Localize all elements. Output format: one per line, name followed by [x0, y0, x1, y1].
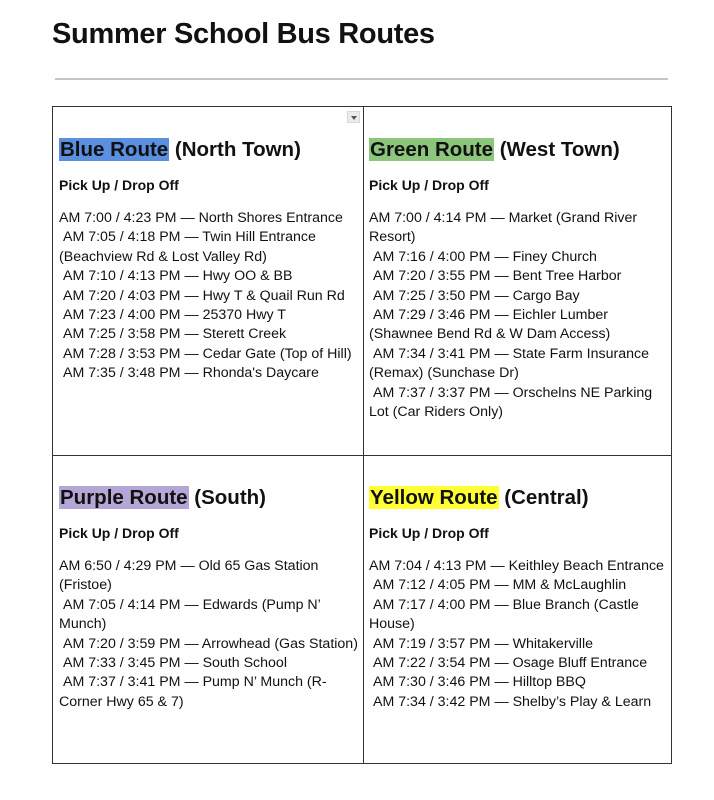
table-divider-horizontal — [53, 455, 671, 456]
stop-item: AM 7:37 / 3:41 PM — Pump N’ Munch (R-Corner Hwy 65 & 7) — [59, 674, 327, 710]
page-title: Summer School Bus Routes — [52, 18, 435, 50]
route-subtitle: Pick Up / Drop Off — [369, 525, 489, 541]
table-menu-dropdown-icon[interactable] — [347, 111, 360, 123]
route-name-highlight: Green Route — [370, 138, 494, 161]
table-divider-vertical — [363, 107, 364, 763]
route-area: (South) — [188, 486, 266, 509]
stop-item: AM 7:12 / 4:05 PM — MM & McLaughlin — [373, 577, 627, 594]
route-subtitle: Pick Up / Drop Off — [59, 525, 179, 541]
route-title — [369, 137, 669, 163]
stop-item: AM 7:33 / 3:45 PM — South School — [63, 655, 287, 672]
route-subtitle: Pick Up / Drop Off — [59, 177, 179, 193]
stop-item: AM 7:05 / 4:18 PM — Twin Hill Entrance (Beachview Rd & Lost Valley Rd) — [59, 229, 316, 265]
stop-item: AM 7:35 / 3:48 PM — Rhonda's Daycare — [63, 365, 319, 382]
route-cell-blue — [59, 137, 359, 384]
stop-item: AM 7:00 / 4:14 PM — Market (Grand River Resort) — [369, 210, 638, 246]
route-cell-purple — [59, 485, 359, 712]
stop-item: AM 7:22 / 3:54 PM — Osage Bluff Entrance — [373, 655, 648, 672]
stop-item: AM 7:34 / 3:42 PM — Shelby’s Play & Learn — [373, 693, 652, 710]
route-area: (West Town) — [494, 138, 620, 161]
route-area: (North Town) — [169, 138, 301, 161]
stop-item: AM 7:20 / 3:59 PM — Arrowhead (Gas Station) — [63, 635, 358, 652]
route-title — [369, 485, 669, 511]
stop-item: AM 7:25 / 3:58 PM — Sterett Creek — [63, 326, 287, 343]
horizontal-rule — [55, 78, 668, 80]
stop-item: AM 7:34 / 3:41 PM — State Farm Insurance (Remax) (Sunchase Dr) — [369, 345, 649, 382]
route-area: (Central) — [498, 486, 589, 509]
route-cell-green — [369, 137, 669, 422]
stop-item: AM 7:00 / 4:23 PM — North Shores Entrance — [59, 210, 343, 226]
stop-list — [59, 557, 359, 712]
stop-item: AM 7:28 / 3:53 PM — Cedar Gate (Top of Hill) — [63, 345, 352, 362]
stop-item: AM 7:16 / 4:00 PM — Finey Church — [373, 248, 597, 265]
stop-item: AM 7:20 / 3:55 PM — Bent Tree Harbor — [373, 268, 622, 285]
stop-item: AM 7:30 / 3:46 PM — Hilltop BBQ — [373, 674, 586, 691]
stop-item: AM 7:17 / 4:00 PM — Blue Branch (Castle House) — [369, 596, 639, 633]
stop-item: AM 7:29 / 3:46 PM — Eichler Lumber (Shawnee Bend Rd & W Dam Access) — [369, 307, 611, 343]
stop-item: AM 7:10 / 4:13 PM — Hwy OO & BB — [63, 268, 293, 285]
route-name-highlight: Yellow Route — [370, 486, 498, 509]
stop-item: AM 7:05 / 4:14 PM — Edwards (Pump N’ Munch) — [59, 596, 321, 633]
stop-item: AM 7:19 / 3:57 PM — Whitakerville — [373, 635, 593, 652]
route-title — [59, 485, 359, 511]
stop-item: AM 7:04 / 4:13 PM — Keithley Beach Entrance — [369, 558, 664, 574]
stop-item: AM 7:20 / 4:03 PM — Hwy T & Quail Run Rd — [63, 287, 345, 304]
stop-list — [59, 209, 359, 384]
route-name-highlight: Purple Route — [60, 486, 188, 509]
route-title — [59, 137, 359, 163]
stop-item: AM 7:23 / 4:00 PM — 25370 Hwy T — [63, 307, 286, 324]
stop-item: AM 7:37 / 3:37 PM — Orschelns NE Parking Lot (Car Riders Only) — [369, 384, 653, 421]
stop-list — [369, 557, 669, 712]
routes-table — [52, 106, 672, 764]
route-cell-yellow — [369, 485, 669, 712]
stop-item: AM 6:50 / 4:29 PM — Old 65 Gas Station (Fristoe) — [59, 558, 319, 594]
route-name-highlight: Blue Route — [60, 138, 169, 161]
stop-item: AM 7:25 / 3:50 PM — Cargo Bay — [373, 287, 580, 304]
stop-list — [369, 209, 669, 422]
route-subtitle: Pick Up / Drop Off — [369, 177, 489, 193]
